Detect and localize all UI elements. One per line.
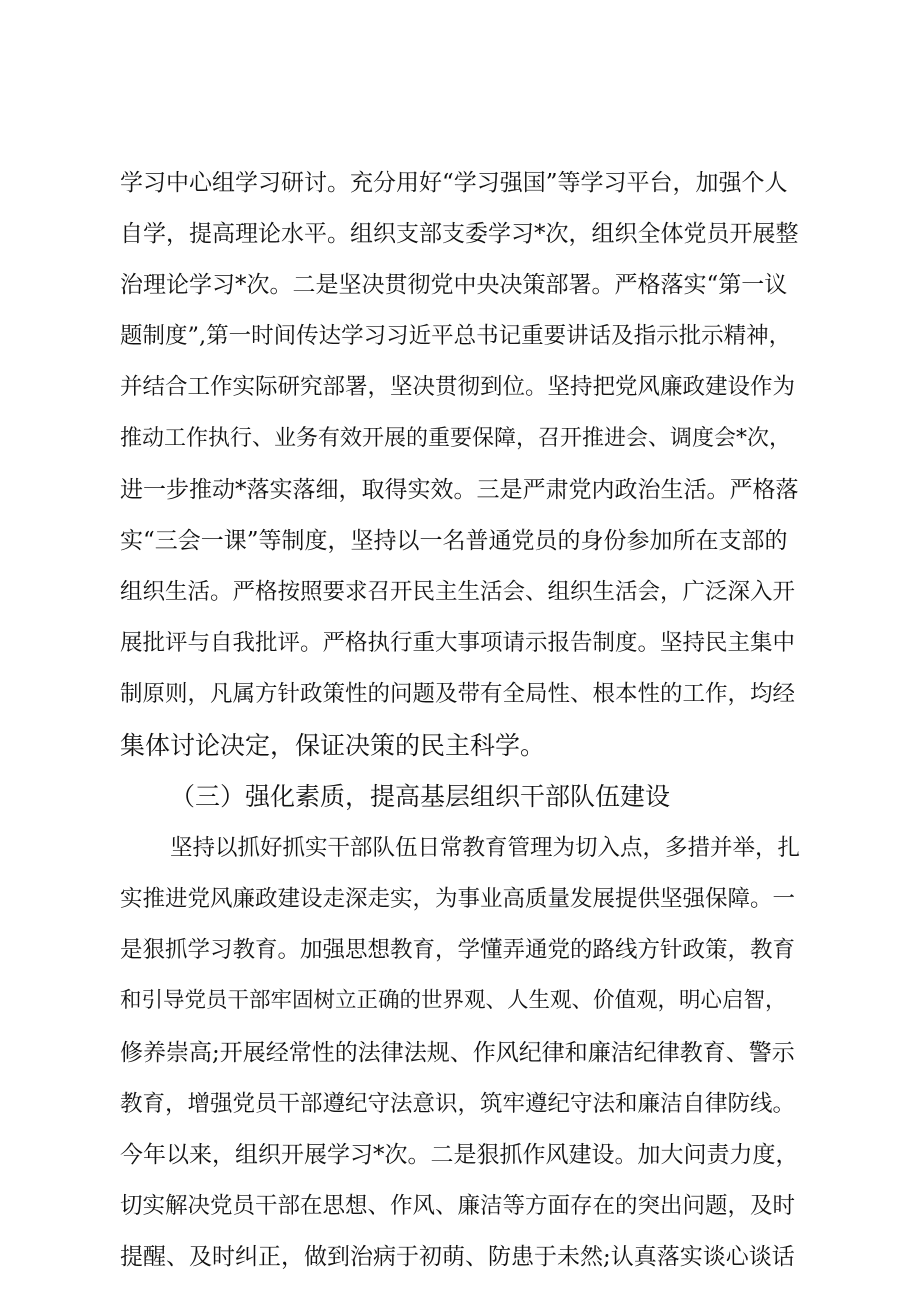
text-line: 教育，增强党员干部遵纪守法意识，筑牢遵纪守法和廉洁自律防线。 bbox=[120, 1091, 796, 1117]
text-line: 集体讨论决定，保证决策的民主科学。 bbox=[120, 731, 546, 760]
text-line: 进一步推动*落实落细，取得实效。三是严肃党内政治生活。严格落 bbox=[120, 477, 799, 503]
text-line: 提醒、及时纠正，做到治病于初萌、防患于未然;认真落实谈心谈话 bbox=[120, 1244, 795, 1270]
text-line: 切实解决党员干部在思想、作风、廉洁等方面存在的突出问题，及时 bbox=[120, 1193, 796, 1219]
text-line: 推动工作执行、业务有效开展的重要保障，召开推进会、调度会*次， bbox=[120, 426, 792, 451]
text-line: 修养崇高;开展经常性的法律法规、作风纪律和廉洁纪律教育、警示 bbox=[120, 1040, 795, 1066]
text-line: 实“三会一课”等制度，坚持以一名普通党员的身份参加所在支部的 bbox=[120, 528, 788, 554]
text-line: 是狠抓学习教育。加强思想教育，学懂弄通党的路线方针政策，教育 bbox=[120, 937, 796, 963]
section-heading: （三）强化素质，提高基层组织干部队伍建设 bbox=[170, 782, 671, 811]
text-line: 实推进党风廉政建设走深走实，为事业高质量发展提供坚强保障。一 bbox=[120, 886, 796, 912]
text-line: 坚持以抓好抓实干部队伍日常教育管理为切入点，多措并举，扎 bbox=[170, 835, 801, 861]
text-line: 学习中心组学习研讨。充分用好“学习强国”等学习平台，加强个人 bbox=[120, 170, 788, 196]
text-line: 展批评与自我批评。严格执行重大事项请示报告制度。坚持民主集中 bbox=[120, 630, 796, 656]
text-line: 题制度”,第一时间传达学习习近平总书记重要讲话及指示批示精神， bbox=[120, 323, 792, 349]
text-line: 今年以来，组织开展学习*次。二是狠抓作风建设。加大问责力度， bbox=[120, 1142, 799, 1168]
text-line: 并结合工作实际研究部署，坚决贯彻到位。坚持把党风廉政建设作为 bbox=[120, 374, 796, 400]
text-line: 自学，提高理论水平。组织支部支委学习*次，组织全体党员开展整 bbox=[120, 221, 799, 247]
text-line: 治理论学习*次。二是坚决贯彻党中央决策部署。严格落实“第一议 bbox=[120, 272, 788, 298]
text-line: 制原则，凡属方针政策性的问题及带有全局性、根本性的工作，均经 bbox=[120, 681, 796, 707]
text-line: 和引导党员干部牢固树立正确的世界观、人生观、价值观，明心启智， bbox=[120, 988, 787, 1013]
text-line: 组织生活。严格按照要求召开民主生活会、组织生活会，广泛深入开 bbox=[120, 579, 796, 605]
